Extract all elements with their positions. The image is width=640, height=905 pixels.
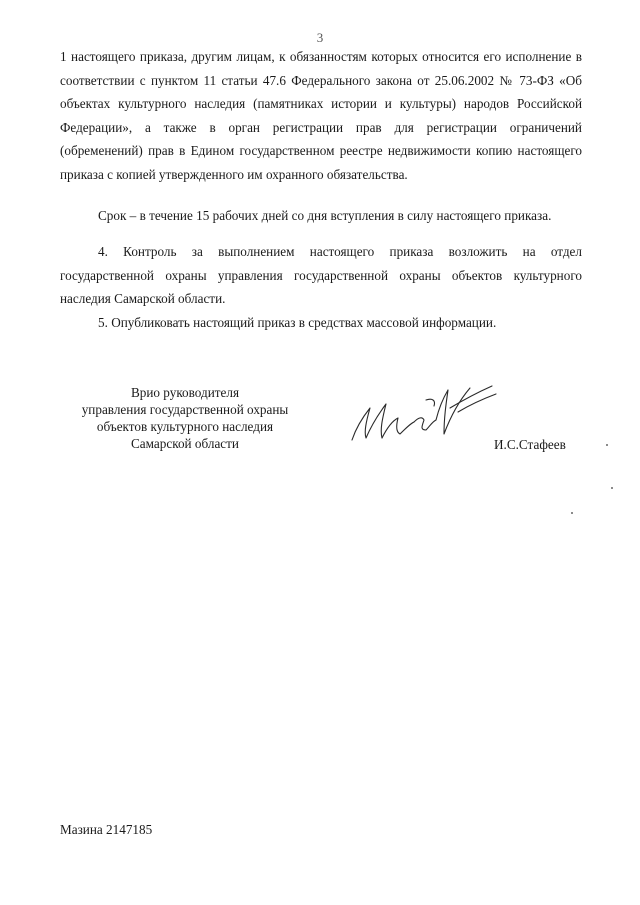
paragraph-distribution: 1 настоящего приказа, другим лицам, к обязанностям которых относится его исполнение в соответствии с пунктом 11 статьи 47.6 Федерального закона от 25.06.2002 № 73-ФЗ «Об объектах культурного наследия (памятниках истории и культуры) народов Российской Федерации», а также в орган регистрации прав для регистрации ограничений (обременений) прав в Едином государственном реестре недвижимости копию настоящего приказа с копией утвержденного им охранного обязательства.: [60, 49, 582, 182]
handwritten-signature: [340, 378, 510, 458]
executor-contact: Мазина 2147185: [60, 822, 153, 837]
signatory-position-line: объектов культурного наследия: [96, 419, 274, 434]
signer-name: И.С.Стафеев: [494, 437, 566, 452]
scan-speck: [606, 444, 608, 446]
page-number: 3: [316, 30, 324, 45]
signatory-position-line: Самарской области: [131, 436, 239, 451]
scan-speck: [611, 487, 613, 489]
scan-speck: [571, 512, 573, 514]
paragraph-publish: 5. Опубликовать настоящий приказ в средствах массовой информации.: [98, 315, 497, 330]
signatory-position-line: управления государственной охраны: [81, 402, 289, 417]
signatory-position-line: Врио руководителя: [130, 385, 240, 400]
signatory-position: [60, 384, 310, 452]
paragraph-deadline: Срок – в течение 15 рабочих дней со дня вступления в силу настоящего приказа.: [98, 208, 552, 223]
paragraph-control: 4. Контроль за выполнением настоящего приказа возложить на отдел государственной охраны управления государственной охраны объектов культурного наследия Самарской области.: [60, 244, 582, 307]
